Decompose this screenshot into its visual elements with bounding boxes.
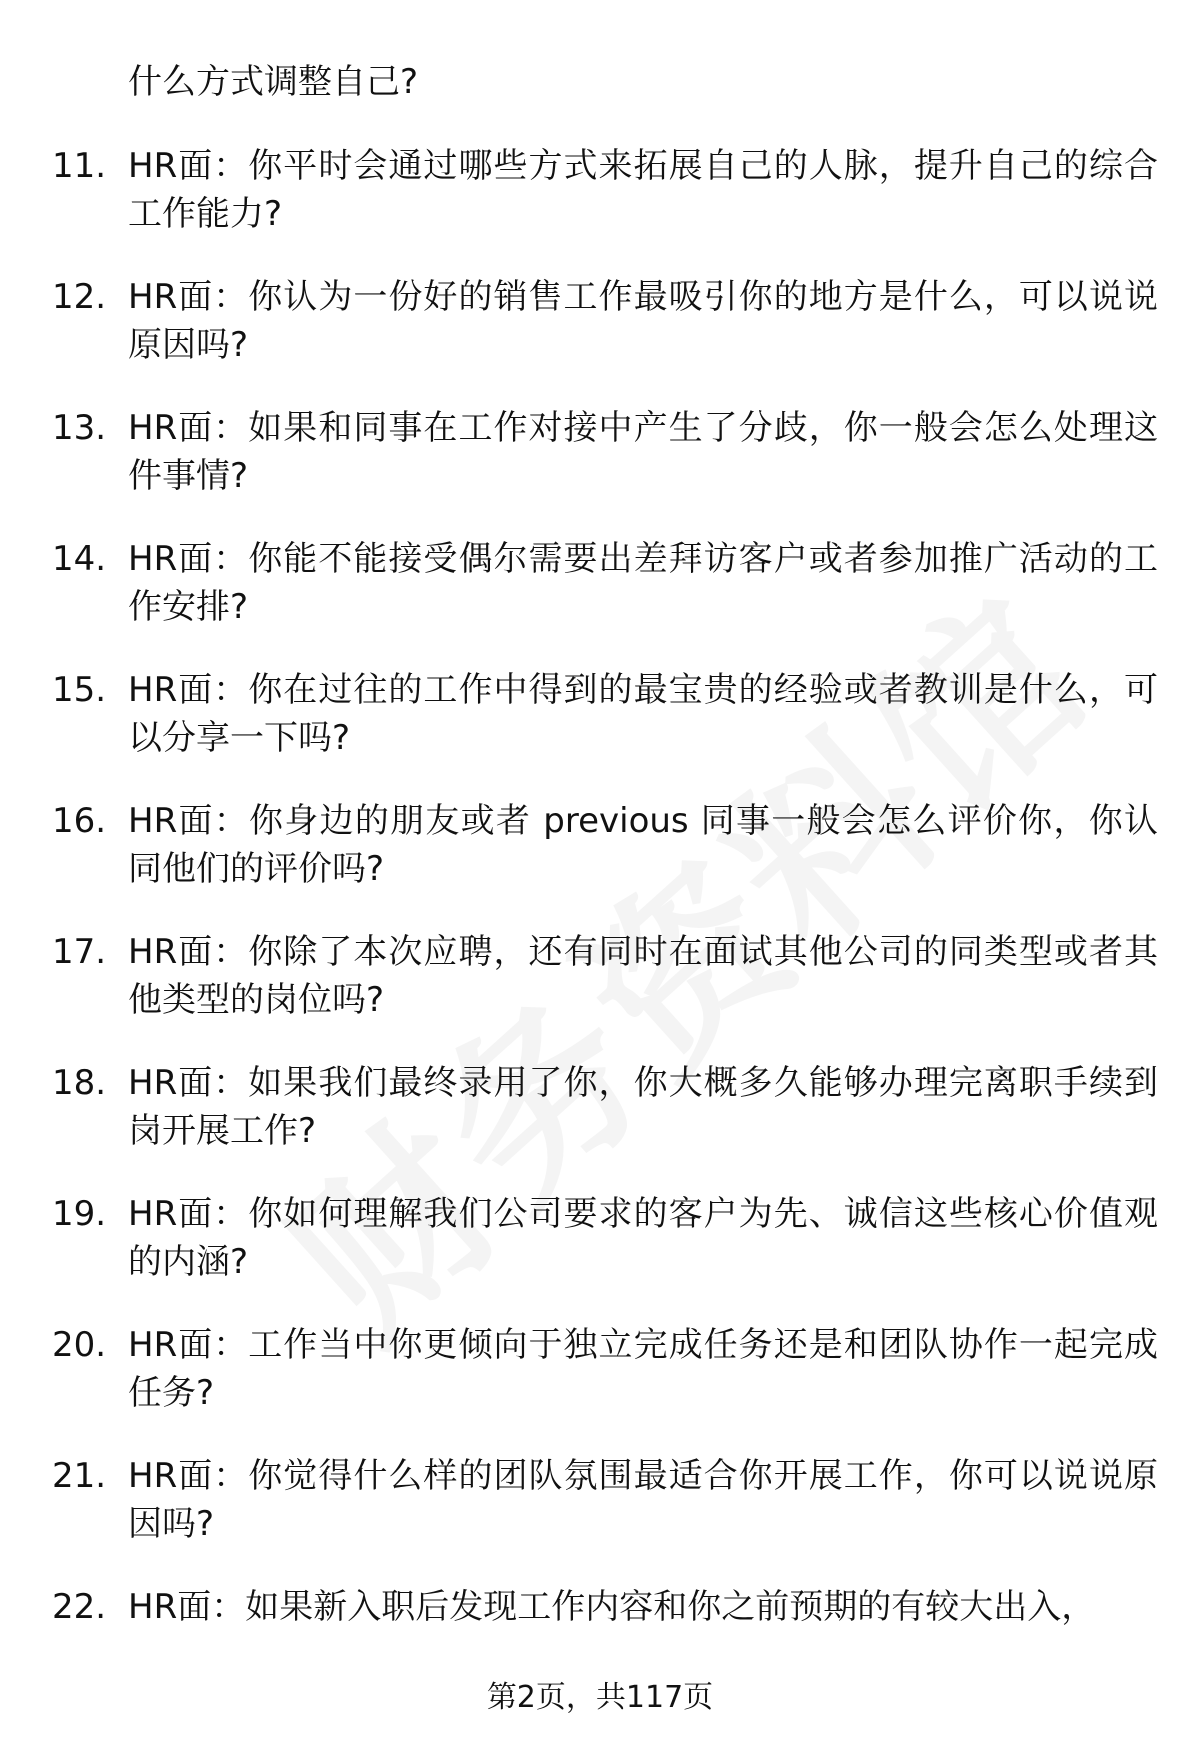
question-text: HR面：你认为一份好的销售工作最吸引你的地方是什么，可以说说原因吗?: [128, 277, 1158, 365]
question-number: 16.: [52, 801, 107, 841]
question-number: 12.: [52, 277, 107, 317]
question-text: HR面：你平时会通过哪些方式来拓展自己的人脉，提升自己的综合工作能力?: [128, 146, 1158, 234]
list-item: [0, 1059, 1200, 1190]
list-item: [0, 404, 1200, 535]
list-item: [0, 928, 1200, 1059]
question-number: 21.: [52, 1456, 107, 1496]
list-item: [0, 1321, 1200, 1452]
page-footer: 第2页，共117页: [486, 1680, 714, 1715]
question-number: 15.: [52, 670, 107, 710]
list-item: [0, 535, 1200, 666]
question-text: HR面：你能不能接受偶尔需要出差拜访客户或者参加推广活动的工作安排?: [128, 539, 1158, 627]
list-item: [0, 273, 1200, 404]
list-item: [0, 142, 1200, 273]
question-number: 19.: [52, 1194, 107, 1234]
question-text: HR面：工作当中你更倾向于独立完成任务还是和团队协作一起完成任务?: [128, 1325, 1158, 1413]
question-text: HR面：你在过往的工作中得到的最宝贵的经验或者教训是什么，可以分享一下吗?: [128, 670, 1158, 758]
question-number: 11.: [52, 146, 107, 186]
question-text: HR面：你觉得什么样的团队氛围最适合你开展工作，你可以说说原因吗?: [128, 1456, 1158, 1544]
question-text: HR面：如果我们最终录用了你，你大概多久能够办理完离职手续到岗开展工作?: [128, 1063, 1158, 1151]
list-item: [0, 797, 1200, 928]
question-number: 13.: [52, 408, 107, 448]
question-text: HR面：如果新入职后发现工作内容和你之前预期的有较大出入，: [128, 1587, 1096, 1627]
list-item: [0, 1190, 1200, 1321]
question-text: HR面：你如何理解我们公司要求的客户为先、诚信这些核心价值观的内涵?: [128, 1194, 1158, 1282]
question-number: 20.: [52, 1325, 107, 1365]
continuation-text: 什么方式调整自己?: [128, 62, 419, 102]
question-text: HR面：如果和同事在工作对接中产生了分歧，你一般会怎么处理这件事情?: [128, 408, 1158, 496]
question-number: 14.: [52, 539, 107, 579]
question-text: HR面：你身边的朋友或者 previous 同事一般会怎么评价你，你认同他们的评价吗?: [128, 801, 1158, 889]
question-text: HR面：你除了本次应聘，还有同时在面试其他公司的同类型或者其他类型的岗位吗?: [128, 932, 1158, 1020]
list-item: [0, 1452, 1200, 1583]
question-number: 18.: [52, 1063, 107, 1103]
list-item: [0, 666, 1200, 797]
question-number: 22.: [52, 1587, 107, 1627]
question-list: [0, 142, 1200, 1714]
question-number: 17.: [52, 932, 107, 972]
